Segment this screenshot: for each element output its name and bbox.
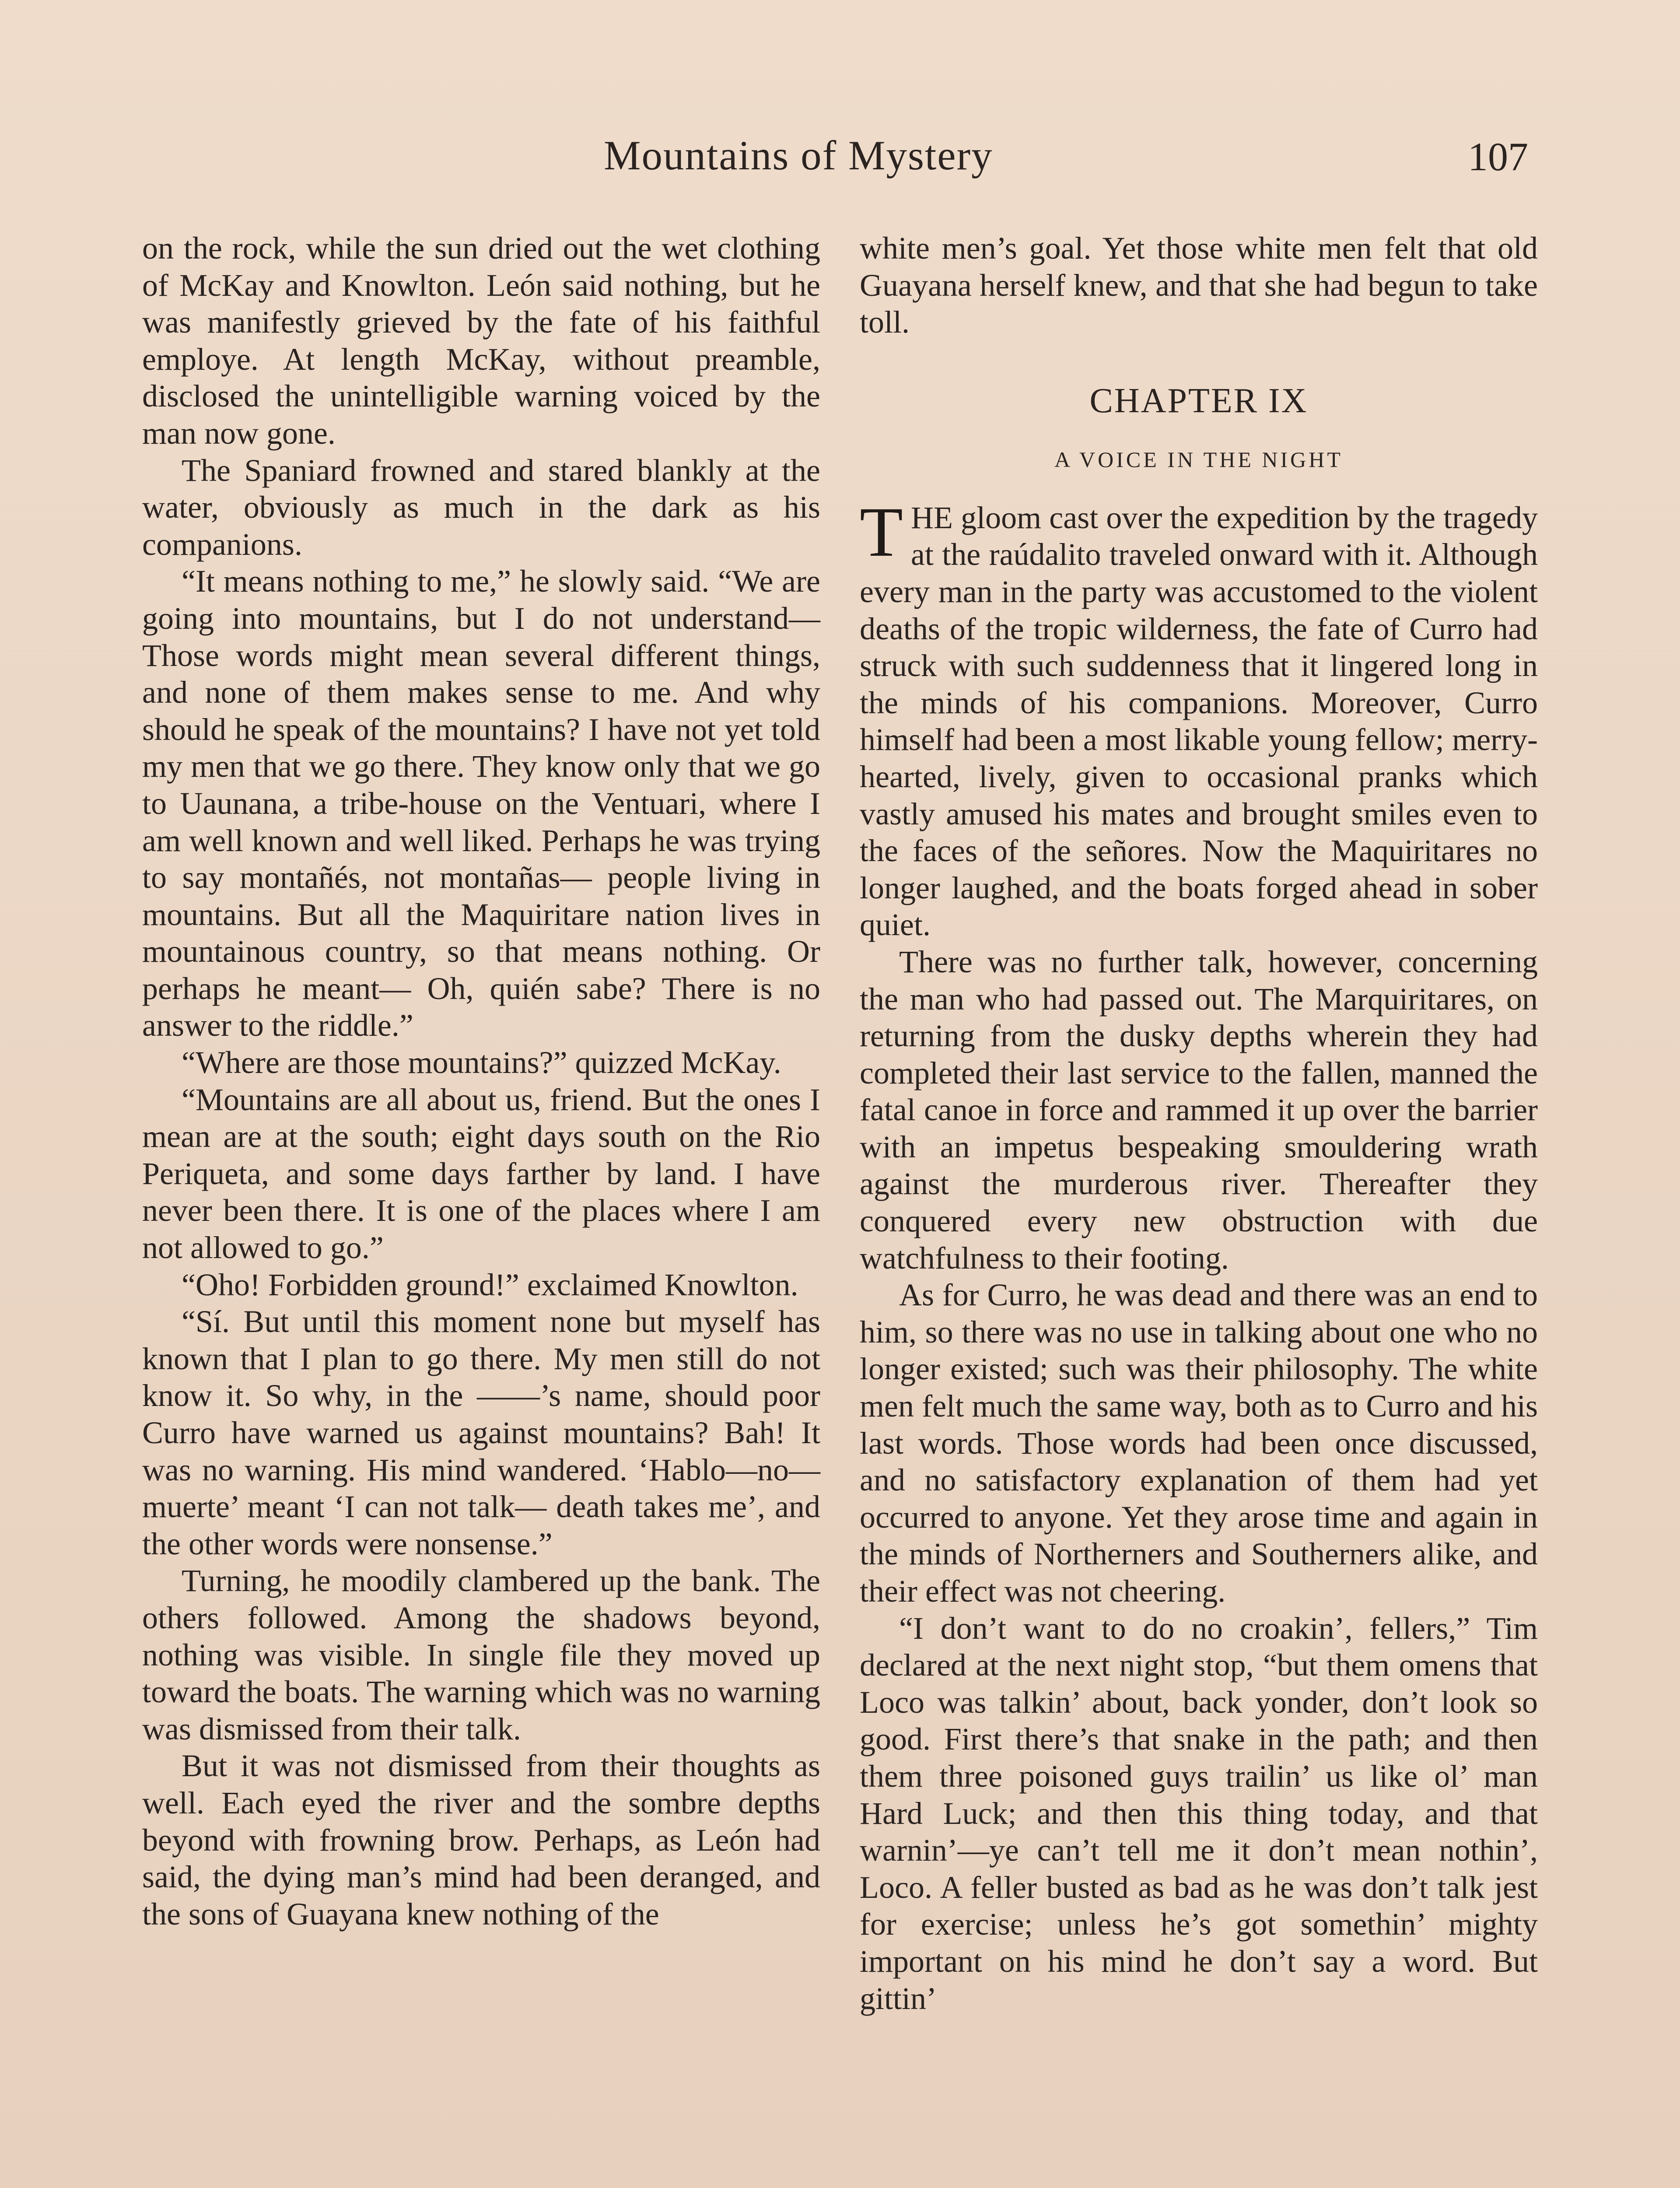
- paragraph: “Sí. But until this moment none but myself has known that I plan to go there. My men still do not know it. So why, in the ——’s name, should poor Curro have warned us against mountains? Bah! It was no warning. His mind wandered. ‘Hablo—no—muerte’ meant ‘I can not talk— death takes me’, and the other words were nonsense.”: [142, 1304, 820, 1561]
- page-number: 107: [1468, 134, 1528, 179]
- chapter-title: CHAPTER IX: [1089, 381, 1308, 420]
- paragraph: on the rock, while the sun dried out the wet clothing of McKay and Knowlton. León said nothing, but he was manifestly grieved by the fate of his faithful employe. At length McKay, without preamble, disclosed the unintelligible warning voiced by the man now gone.: [142, 231, 820, 451]
- paragraph: “Mountains are all about us, friend. But the ones I mean are at the south; eight days south on the Rio Periqueta, and some days farther by land. I have never been there. It is one of the places where I am not allowed to go.”: [142, 1082, 820, 1266]
- drop-cap: T: [860, 493, 903, 572]
- paragraph: “Where are those mountains?” quizzed McKay.: [182, 1045, 781, 1080]
- chapter-first-paragraph: [860, 493, 1538, 943]
- paragraph: As for Curro, he was dead and there was an end to him, so there was no use in talking about one who no longer existed; such was their philosophy. The white men felt much the same way, both as to Curro and his last words. Those words had been once discussed, and no satisfactory explanation of them had yet occurred to anyone. Yet they arose time and again in the minds of Northerners and Southerners alike, and their effect was not cheering.: [860, 1277, 1538, 1609]
- paragraph: The Spaniard frowned and stared blankly at the water, obviously as much in the dark as his companions.: [142, 452, 820, 562]
- right-column: [860, 230, 1538, 2017]
- first-paragraph-text: HE gloom cast over the expedition by the tragedy at the raúdalito traveled onward with it. Although every man in the party was accustomed to the violent deaths of the tropic wilderness, the fate of Curro had struck with such suddenness that it lingered long in the minds of his companions. Moreover, Curro himself had been a most likable young fellow; merry-hearted, lively, given to occasional pranks which vastly amused his mates and brought smiles even to the faces of the señores. Now the Maquiritares no longer laughed, and the boats forged ahead in sober quiet.: [860, 500, 1538, 943]
- paragraph: There was no further talk, however, concerning the man who had passed out. The Marquiritares, on returning from the dusky depths wherein they had completed their last service to the fallen, manned the fatal canoe in force and rammed it up over the barrier with an impetus bespeaking smouldering wrath against the murderous river. Thereafter they conquered every new obstruction with due watchfulness to their footing.: [860, 944, 1538, 1276]
- running-head: Mountains of Mystery: [604, 132, 993, 179]
- paragraph: “It means nothing to me,” he slowly said. “We are going into mountains, but I do not understand— Those words might mean several different things, and none of them makes sense to me. And why should he speak of the mountains? I have not yet told my men that we go there. They know only that we go to Uaunana, a tribe-house on the Ventuari, where I am well known and well liked. Perhaps he was trying to say montañés, not montañas— people living in mountains. But all the Maquiritare nation lives in mountainous country, so that means nothing. Or perhaps he meant— Oh, quién sabe? There is no answer to the riddle.”: [142, 564, 820, 1043]
- paragraph: white men’s goal. Yet those white men felt that old Guayana herself knew, and that she had begun to take toll.: [860, 231, 1538, 340]
- paragraph: “Oho! Forbidden ground!” exclaimed Knowlton.: [182, 1267, 798, 1302]
- chapter-subtitle: A VOICE IN THE NIGHT: [1054, 447, 1343, 472]
- left-column: [142, 230, 820, 1932]
- paragraph: Turning, he moodily clambered up the bank. The others followed. Among the shadows beyond, nothing was visible. In single file they moved up toward the boats. The warning which was no warning was dismissed from their talk.: [142, 1563, 820, 1746]
- paragraph: “I don’t want to do no croakin’, fellers,” Tim declared at the next night stop, “but them omens that Loco was talkin’ about, back yonder, don’t look so good. First there’s that snake in the path; and then them three poisoned guys trailin’ us like ol’ man Hard Luck; and then this thing today, and that warnin’—ye can’t tell me it don’t mean nothin’, Loco. A feller busted as bad as he was don’t talk jest for exercise; unless he’s got somethin’ mighty important on his mind he don’t say a word. But gittin’: [860, 1610, 1538, 2016]
- paragraph: But it was not dismissed from their thoughts as well. Each eyed the river and the sombre depths beyond with frowning brow. Perhaps, as León had said, the dying man’s mind had been deranged, and the sons of Guayana knew nothing of the: [142, 1748, 820, 1932]
